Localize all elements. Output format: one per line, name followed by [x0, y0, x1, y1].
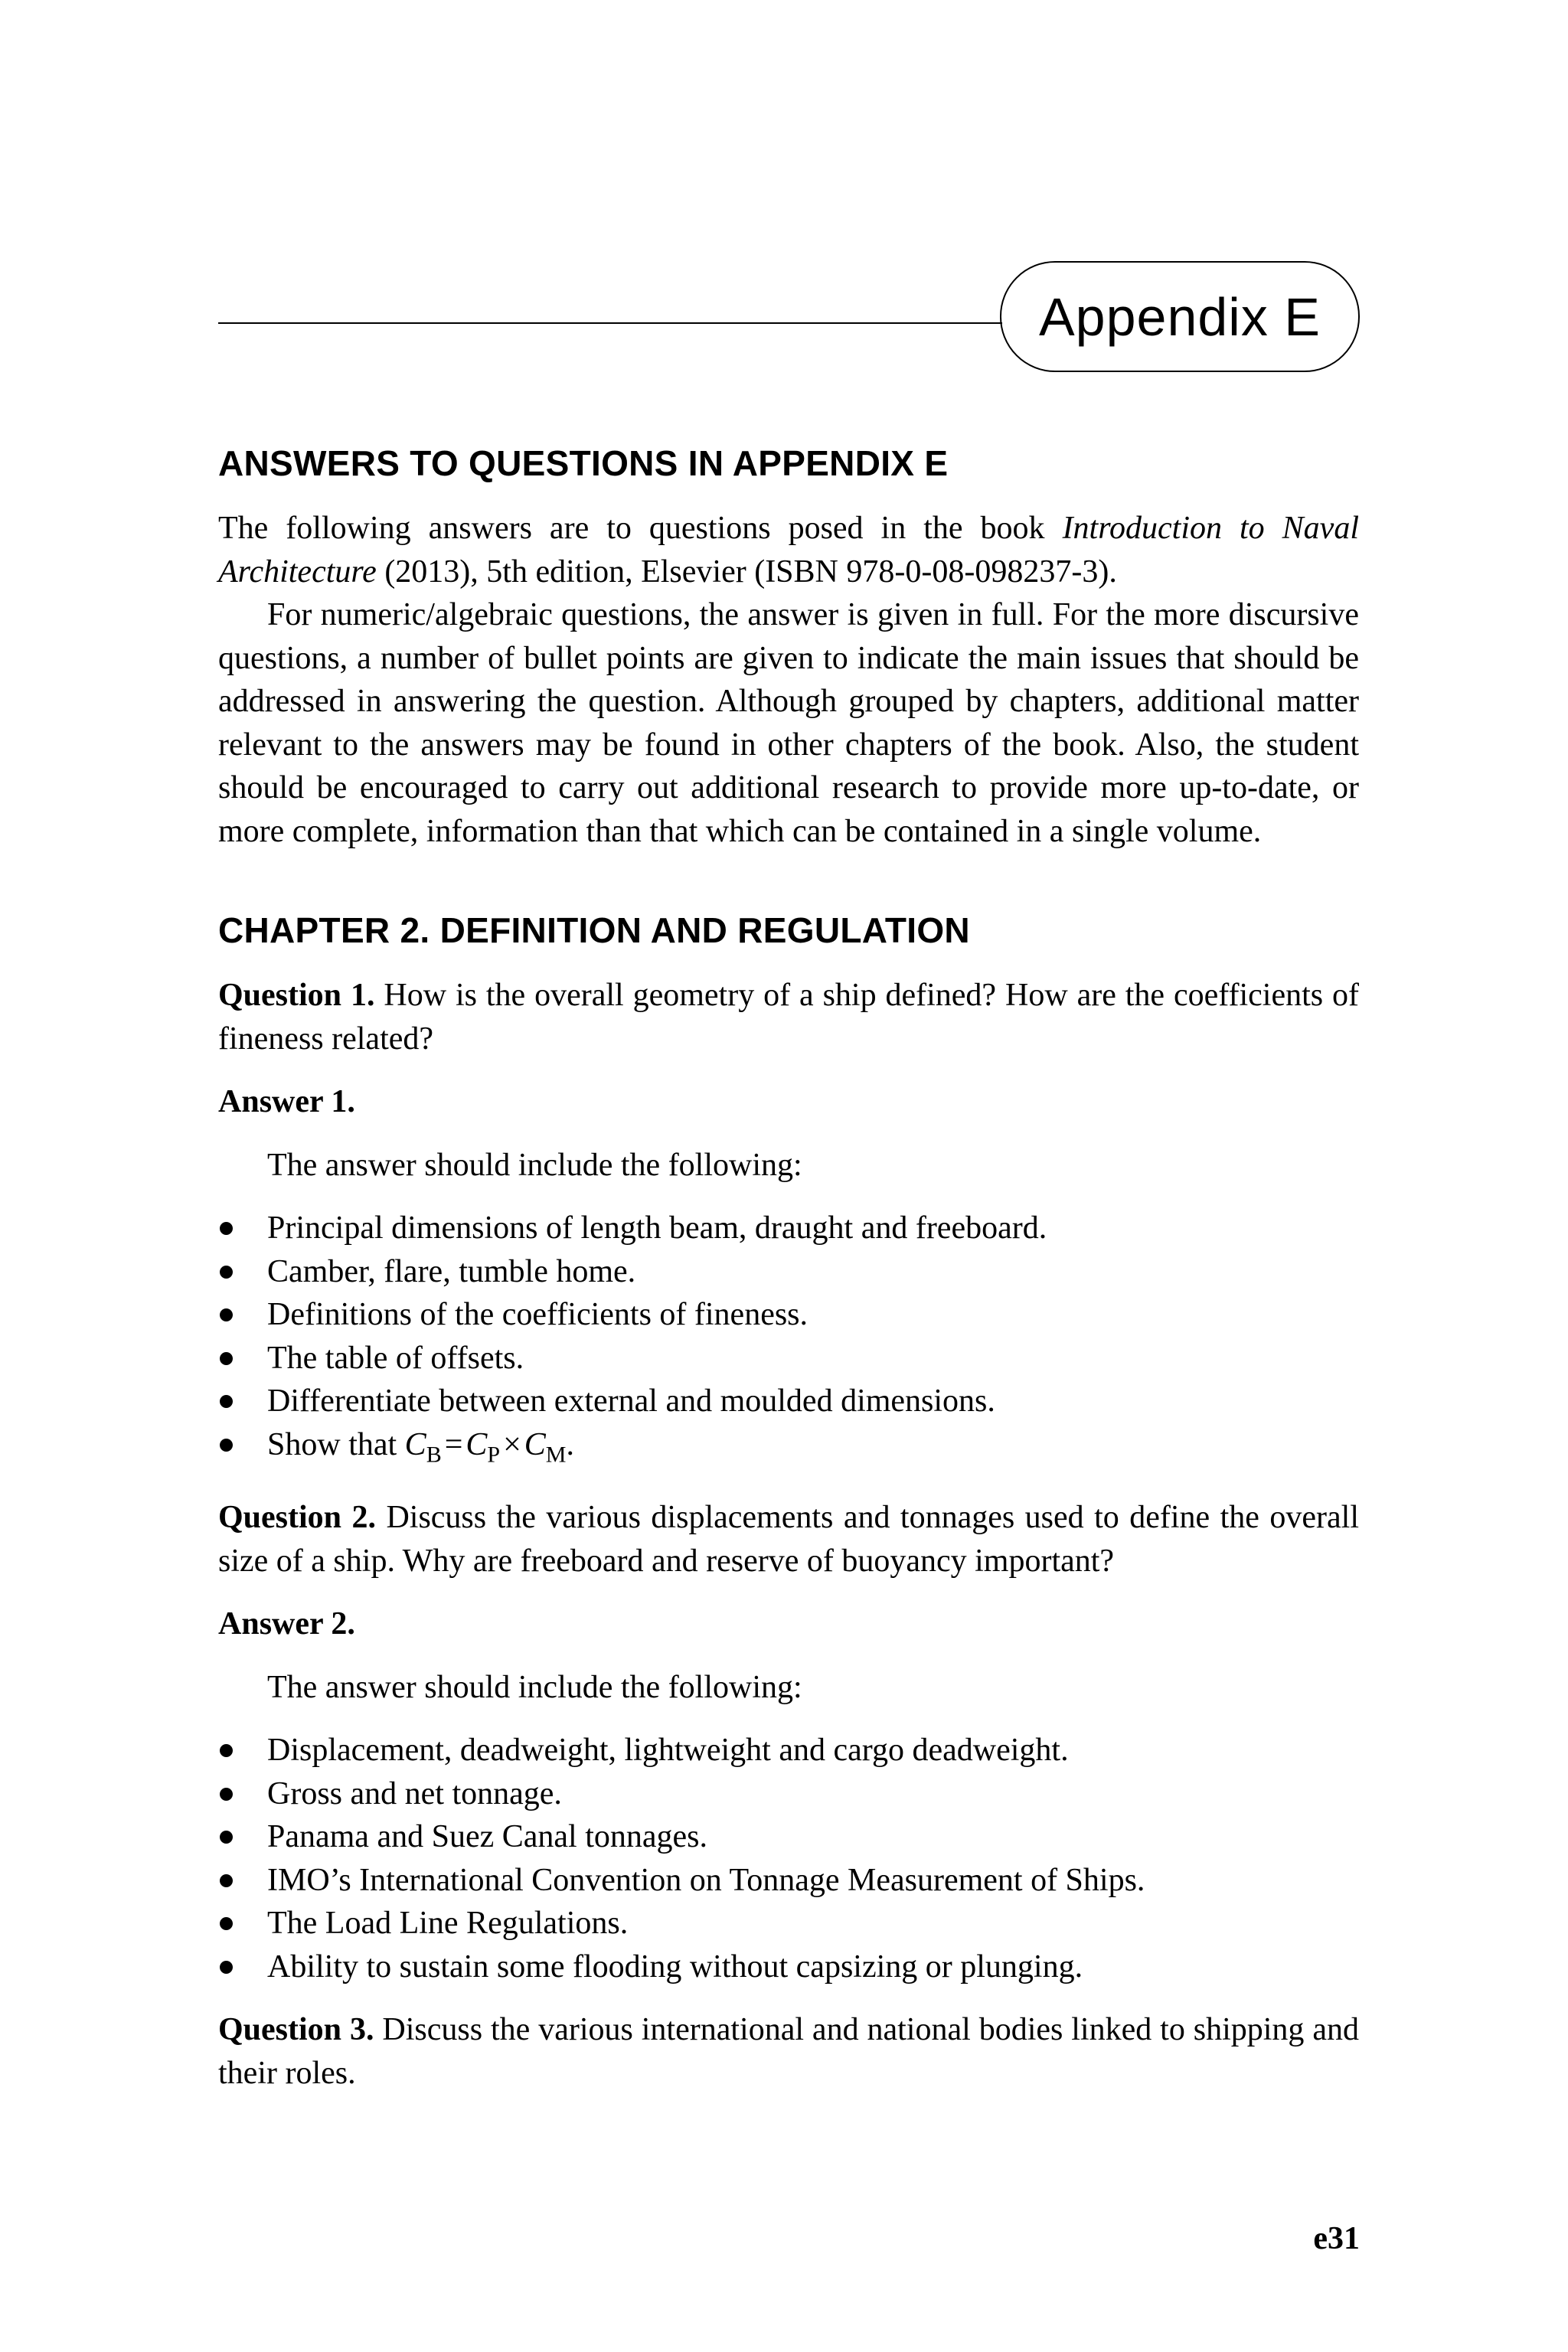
question-1: [218, 974, 1359, 1060]
question-2-label: Question 2.: [218, 1500, 376, 1536]
page-number: e31: [1313, 2221, 1360, 2256]
list-item: Definitions of the coefficients of fineness.: [218, 1293, 1359, 1337]
bullet-icon: [220, 1308, 233, 1321]
page-content: [218, 436, 1359, 2095]
bullet-icon: [220, 1439, 233, 1452]
list-item: Panama and Suez Canal tonnages.: [218, 1815, 1359, 1859]
list-item: IMO’s International Convention on Tonnage Measurement of Ships.: [218, 1859, 1359, 1903]
question-3-text: Discuss the various international and national bodies linked to shipping and their roles.: [218, 2012, 1359, 2091]
list-item: Principal dimensions of length beam, draught and freeboard.: [218, 1207, 1359, 1250]
bullet-icon: [220, 1788, 233, 1801]
appendix-tab-label: Appendix E: [1038, 286, 1321, 347]
list-item: The table of offsets.: [218, 1337, 1359, 1380]
header-rule: [218, 322, 1002, 324]
bullet-icon: [220, 1222, 233, 1235]
question-2: [218, 1496, 1359, 1583]
bullet-icon: [220, 1744, 233, 1757]
chapter-heading: CHAPTER 2. DEFINITION AND REGULATION: [218, 910, 970, 950]
question-1-text: How is the overall geometry of a ship defined? How are the coefficients of fineness related?: [218, 978, 1359, 1057]
answer-2-bullets: [218, 1729, 1359, 1988]
appendix-tab: [1000, 261, 1360, 372]
answer-1-bullets: [218, 1207, 1359, 1476]
book-title: Introduction to Naval Architecture: [218, 511, 1359, 590]
bullet-icon: [220, 1961, 233, 1974]
question-2-text: Discuss the various displacements and tonnages used to define the overall size of a ship. Why are freeboard and reserve of buoyancy important?: [218, 1500, 1359, 1579]
explanation-paragraph: For numeric/algebraic questions, the answer is given in full. For the more discursive questions, a number of bullet points are given to indicate the main issues that should be addressed in answering the question. Although grouped by chapters, additional matter relevant to the answers may be found in other chapters of the book. Also, the student should be encouraged to carry out additional research to provide more up-to-date, or more complete, information than that which can be contained in a single volume.: [218, 597, 1359, 849]
answer-1-intro: The answer should include the following:: [267, 1147, 802, 1183]
bullet-icon: [220, 1352, 233, 1365]
bullet-icon: [220, 1831, 233, 1844]
formula: $C_B=C_P\times C_M$: [404, 1426, 567, 1467]
list-item: Camber, flare, tumble home.: [218, 1250, 1359, 1294]
section-heading-answers: ANSWERS TO QUESTIONS IN APPENDIX E: [218, 443, 949, 483]
question-1-label: Question 1.: [218, 978, 375, 1013]
question-3-label: Question 3.: [218, 2012, 374, 2048]
intro-paragraph: [218, 507, 1359, 593]
list-item: Gross and net tonnage.: [218, 1772, 1359, 1816]
bullet-icon: [220, 1266, 233, 1279]
answer-1-label: Answer 1.: [218, 1084, 355, 1119]
intro-text-end: (2013), 5th edition, Elsevier (ISBN 978-0-08-098237-3).: [376, 554, 1117, 590]
answer-2-intro: The answer should include the following:: [267, 1669, 802, 1705]
bullet-icon: [220, 1395, 233, 1408]
list-item: The Load Line Regulations.: [218, 1902, 1359, 1945]
list-item-formula: Show that $C_B=C_P\times C_M$.: [218, 1423, 1359, 1477]
bullet-icon: [220, 1917, 233, 1930]
list-item: Displacement, deadweight, lightweight and cargo deadweight.: [218, 1729, 1359, 1772]
answer-2-label: Answer 2.: [218, 1606, 355, 1642]
intro-text-start: The following answers are to questions posed in the book: [218, 511, 1063, 546]
question-3: [218, 2008, 1359, 2095]
list-item: Ability to sustain some flooding without capsizing or plunging.: [218, 1945, 1359, 1989]
list-item: Differentiate between external and moulded dimensions.: [218, 1380, 1359, 1423]
bullet-icon: [220, 1874, 233, 1887]
